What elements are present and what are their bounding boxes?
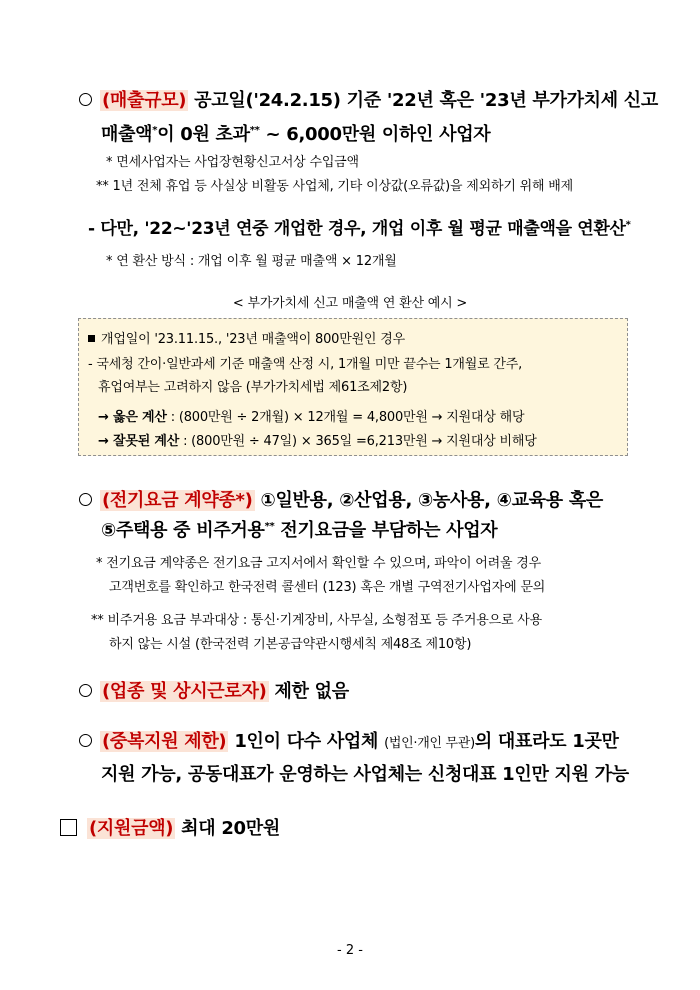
example-line1 — [88, 328, 405, 347]
footnote-mark: ** — [249, 125, 260, 136]
section-sales-line1 — [79, 86, 658, 112]
circle-bullet-icon — [79, 93, 92, 106]
note-excluded: ** 1년 전체 휴업 등 사실상 비활동 사업체, 기타 이상값(오류값)을 제외하기 위해 배제 — [96, 179, 573, 194]
dash-annualize — [88, 214, 631, 239]
section-industry — [79, 677, 349, 703]
example-title: < 부가가치세 신고 매출액 연 환산 예시 > — [232, 296, 468, 311]
text: 최대 20만원 — [175, 818, 280, 839]
page-number: - 2 - — [337, 943, 363, 958]
text: - 다만, '22~'23년 연중 개업한 경우, 개업 이후 월 평균 매출액을 연환산 — [88, 219, 626, 239]
text: 개업일이 '23.11.15., '23년 매출액이 800만원인 경우 — [101, 332, 405, 347]
text: ⑤주택용 중 비주거용 — [101, 520, 265, 541]
correct-label: → 옳은 계산 — [98, 410, 167, 425]
text: 제한 없음 — [268, 681, 349, 702]
text: (법인·개인 무관) — [384, 736, 475, 751]
note-contract-type-a: * 전기요금 계약종은 전기요금 고지서에서 확인할 수 있으며, 파악이 어려울 경우 — [96, 556, 542, 571]
label-amount: (지원금액) — [89, 818, 174, 839]
text: 의 대표라도 1곳만 — [474, 731, 619, 752]
example-correct — [98, 406, 524, 425]
note-annualize-method: * 연 환산 방식 : 개업 이후 월 평균 매출액 × 12개월 — [106, 254, 397, 269]
section-amount — [60, 814, 280, 840]
label-sales: (매출규모) — [102, 90, 187, 111]
text: 매출액 — [101, 124, 153, 145]
text: 1인이 다수 사업체 — [228, 731, 385, 752]
text: 전기요금을 부담하는 사업자 — [274, 520, 498, 541]
note-taxfree: * 면세사업자는 사업장현황신고서상 수입금액 — [106, 155, 359, 170]
square-bullet-icon — [60, 819, 77, 836]
section-electric-line2 — [101, 516, 497, 542]
section-electric-line1 — [79, 486, 603, 512]
text: : (800만원 ÷ 2개월) × 12개월 = 4,800만원 → 지원대상 해당 — [166, 410, 525, 425]
section-duplicate-line2: 지원 가능, 공동대표가 운영하는 사업체는 신청대표 1인만 지원 가능 — [101, 764, 629, 785]
footnote-mark: * — [625, 219, 631, 231]
text: 이 0원 초과 — [157, 124, 250, 145]
wrong-label: → 잘못된 계산 — [98, 434, 180, 449]
note-nonresidential-a: ** 비주거용 요금 부과대상 : 통신·기계장비, 사무실, 소형점포 등 주거용으로 사용 — [91, 613, 542, 628]
text: : (800만원 ÷ 47일) × 365일 =6,213만원 → 지원대상 비해당 — [179, 434, 537, 449]
label-electric: (전기요금 계약종*) — [102, 490, 253, 511]
circle-bullet-icon — [79, 734, 92, 747]
note-nonresidential-b: 하지 않는 시설 (한국전력 기본공급약관시행세칙 제48조 제10항) — [109, 637, 472, 652]
section-sales-line2 — [101, 120, 490, 146]
label-industry: (업종 및 상시근로자) — [102, 681, 267, 702]
note-contract-type-b: 고객번호를 확인하고 한국전력 콜센터 (123) 혹은 개별 구역전기사업자에 문의 — [109, 580, 546, 595]
example-wrong — [98, 430, 537, 449]
footnote-mark: ** — [264, 521, 275, 532]
example-line2: - 국세청 간이·일반과세 기준 매출액 산정 시, 1개월 미만 끝수는 1개월로 간주, — [88, 357, 523, 372]
square-bullet-icon — [88, 335, 95, 342]
footnote-mark: * — [152, 125, 158, 136]
text: ①일반용, ②산업용, ③농사용, ④교육용 혹은 — [254, 490, 604, 511]
circle-bullet-icon — [79, 493, 92, 506]
label-duplicate: (중복지원 제한) — [102, 731, 227, 752]
section-duplicate-line1 — [79, 727, 619, 753]
text: 공고일('24.2.15) 기준 '22년 혹은 '23년 부가가치세 신고 — [188, 90, 658, 111]
text: ~ 6,000만원 이하인 사업자 — [259, 124, 491, 145]
circle-bullet-icon — [79, 684, 92, 697]
example-line3: 휴업여부는 고려하지 않음 (부가가치세법 제61조제2항) — [98, 380, 408, 395]
